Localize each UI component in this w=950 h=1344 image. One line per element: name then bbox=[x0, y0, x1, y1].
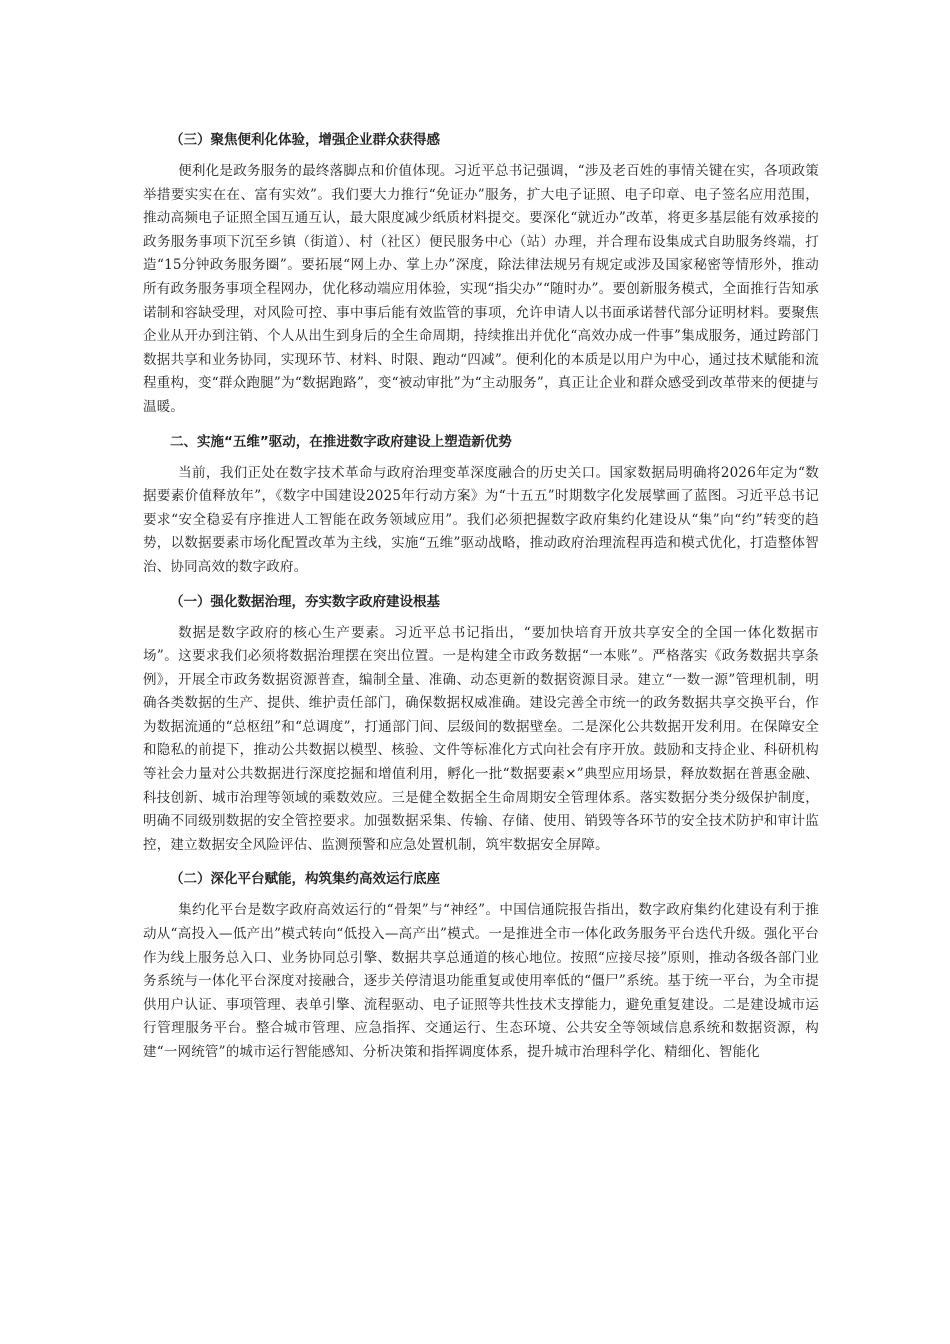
part-2-paragraph: 当前，我们正处在数字技术革命与政府治理变革深度融合的历史关口。国家数据局明确将2026年定为“数据要素价值释放年”，《数字中国建设2025年行动方案》为“十五五”时期数字化发展擘画了蓝图。习近平总书记要求“安全稳妥有序推进人工智能在政务领域应用”。我们必须把握数字政府集约化建设从“集”向“约”转变的趋势，以数据要素市场化配置改革为主线，实施“五维”驱动战略，推动政府治理流程再造和模式优化，打造整体智治、协同高效的数字政府。 bbox=[143, 464, 819, 575]
section-2-heading: （二）深化平台赋能，构筑集约高效运行底座 bbox=[170, 871, 440, 888]
section-1-heading: （一）强化数据治理，夯实数字政府建设根基 bbox=[170, 593, 440, 610]
document-page bbox=[143, 118, 819, 1065]
section-3-paragraph: 便利化是政务服务的最终落脚点和价值体现。习近平总书记强调，“涉及老百姓的事情关键在实，各项政策举措要实实在在、富有实效”。我们要大力推行“免证办”服务，扩大电子证照、电子印章、电子签名应用范围，推动高频电子证照全国互通互认，最大限度减少纸质材料提交。要深化“就近办”改革，将更多基层能有效承接的政务服务事项下沉至乡镇（街道）、村（社区）便民服务中心（站）办理，并合理布设集成式自助服务终端，打造“15分钟政务服务圈”。要拓展“网上办、掌上办”深度，除法律法规另有规定或涉及国家秘密等情形外，推动所有政务服务事项全程网办，优化移动端应用体验，实现“指尖办”“随时办”。要创新服务模式，全面推行告知承诺制和容缺受理，对风险可控、事中事后能有效监管的事项，允许申请人以书面承诺替代部分证明材料。要聚焦企业从开办到注销、个人从出生到身后的全生命周期，持续推出并优化“高效办成一件事”集成服务，通过跨部门数据共享和业务协同，实现环节、材料、时限、跑动“四减”。便利化的本质是以用户为中心，通过技术赋能和流程重构，变“群众跑腿”为“数据跑路”，变“被动审批”为“主动服务”，真正让企业和群众感受到改革带来的便捷与温暖。 bbox=[143, 163, 819, 415]
section-1-paragraph: 数据是数字政府的核心生产要素。习近平总书记指出，“要加快培育开放共享安全的全国一体化数据市场”。这要求我们必须将数据治理摆在突出位置。一是构建全市政务数据“一本账”。严格落实《政务数据共享条例》，开展全市政务数据资源普查，编制全量、准确、动态更新的数据资源目录。建立“一数一源”管理机制，明确各类数据的生产、提供、维护责任部门，确保数据权威准确。建设完善全市统一的政务数据共享交换平台，作为数据流通的“总枢纽”和“总调度”，打通部门间、层级间的数据壁垒。二是深化公共数据开发利用。在保障安全和隐私的前提下，推动公共数据以模型、核验、文件等标准化方式向社会有序开放。鼓励和支持企业、科研机构等社会力量对公共数据进行深度挖掘和增值利用，孵化一批“数据要素×”典型应用场景，释放数据在普惠金融、科技创新、城市治理等领域的乘数效应。三是健全数据全生命周期安全管理体系。落实数据分类分级保护制度，明确不同级别数据的安全管控要求。加强数据采集、传输、存储、使用、销毁等各环节的安全技术防护和审计监控，建立数据安全风险评估、监测预警和应急处置机制，筑牢数据安全屏障。 bbox=[143, 624, 819, 853]
part-2-heading: 二、实施“五维”驱动，在推进数字政府建设上塑造新优势 bbox=[170, 433, 512, 450]
section-3-heading: （三）聚焦便利化体验，增强企业群众获得感 bbox=[170, 132, 440, 148]
section-2-paragraph: 集约化平台是数字政府高效运行的“骨架”与“神经”。中国信通院报告指出，数字政府集约化建设有利于推动从“高投入—低产出”模式转向“低投入—高产出”模式。一是推进全市一体化政务服务平台迭代升级。强化平台作为线上服务总入口、业务协同总引擎、数据共享总通道的核心地位。按照“应接尽接”原则，推动各级各部门业务系统与一体化平台深度对接融合，逐步关停清退功能重复或使用率低的“僵尸”系统。基于统一平台，为全市提供用户认证、事项管理、表单引擎、流程驱动、电子证照等共性技术支撑能力，避免重复建设。二是建设城市运行管理服务平台。整合城市管理、应急指挥、交通运行、生态环境、公共安全等领域信息系统和数据资源，构建“一网统管”的城市运行智能感知、分析决策和指挥调度体系，提升城市治理科学化、精细化、智能化 bbox=[143, 902, 819, 1060]
